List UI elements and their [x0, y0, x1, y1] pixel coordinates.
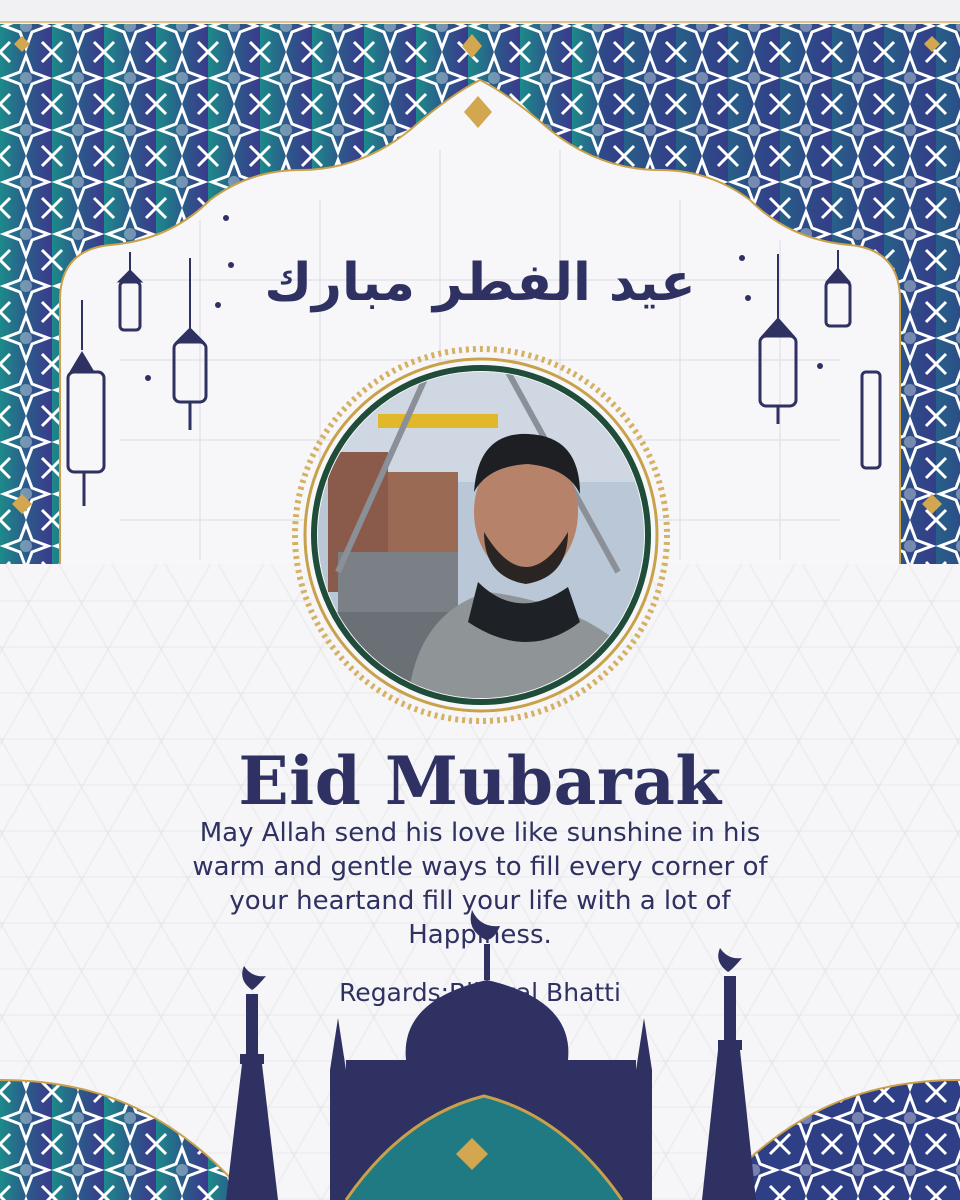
greeting-message: May Allah send his love like sunshine in his warm and gentle ways to fill every corner of your heartand fill your life with a lot of Happiness.: [192, 818, 768, 950]
svg-text:عيد الفطر مبارك: عيد الفطر مبارك: [264, 253, 696, 313]
regards-signature: Regards:Bilawal Bhatti: [339, 978, 621, 1007]
page-title: Eid Mubarak: [238, 742, 722, 820]
